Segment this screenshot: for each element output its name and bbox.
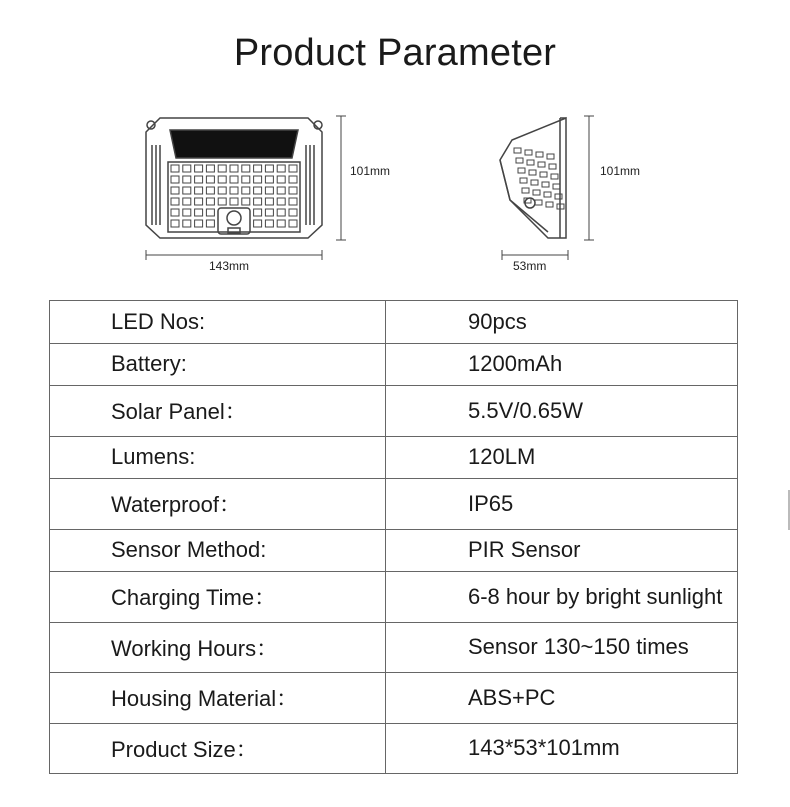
side-depth-label: 53mm bbox=[513, 259, 547, 273]
table-row bbox=[50, 301, 738, 344]
parameter-table bbox=[49, 300, 738, 774]
parameter-value: 143*53*101mm bbox=[386, 723, 738, 773]
front-height-label: 101mm bbox=[350, 164, 391, 178]
parameter-value: PIR Sensor bbox=[386, 529, 738, 572]
table-row bbox=[50, 622, 738, 672]
parameter-label: Solar Panel： bbox=[50, 386, 386, 436]
front-view-diagram bbox=[0, 100, 790, 290]
parameter-label: Working Hours： bbox=[50, 622, 386, 672]
parameter-label: Housing Material： bbox=[50, 673, 386, 723]
table-row bbox=[50, 343, 738, 386]
table-row bbox=[50, 436, 738, 479]
parameter-value: 6-8 hour by bright sunlight bbox=[386, 572, 738, 622]
page-title: Product Parameter bbox=[233, 32, 557, 74]
parameter-label: Product Size： bbox=[50, 723, 386, 773]
parameter-label: Battery: bbox=[50, 343, 386, 386]
parameter-value: ABS+PC bbox=[386, 673, 738, 723]
parameter-label: Sensor Method: bbox=[50, 529, 386, 572]
parameter-label: Lumens: bbox=[50, 436, 386, 479]
front-width-label: 143mm bbox=[209, 259, 250, 273]
table-row bbox=[50, 386, 738, 436]
parameter-label: LED Nos: bbox=[50, 301, 386, 344]
table-row bbox=[50, 529, 738, 572]
parameter-value: Sensor 130~150 times bbox=[386, 622, 738, 672]
table-row bbox=[50, 479, 738, 529]
side-height-label: 101mm bbox=[600, 164, 641, 178]
table-row bbox=[50, 572, 738, 622]
parameter-value: IP65 bbox=[386, 479, 738, 529]
parameter-value: 120LM bbox=[386, 436, 738, 479]
parameter-value: 5.5V/0.65W bbox=[386, 386, 738, 436]
parameter-value: 90pcs bbox=[386, 301, 738, 344]
parameter-label: Waterproof： bbox=[50, 479, 386, 529]
product-diagrams bbox=[0, 100, 790, 290]
parameter-label: Charging Time： bbox=[50, 572, 386, 622]
parameter-value: 1200mAh bbox=[386, 343, 738, 386]
table-row bbox=[50, 723, 738, 773]
table-row bbox=[50, 673, 738, 723]
